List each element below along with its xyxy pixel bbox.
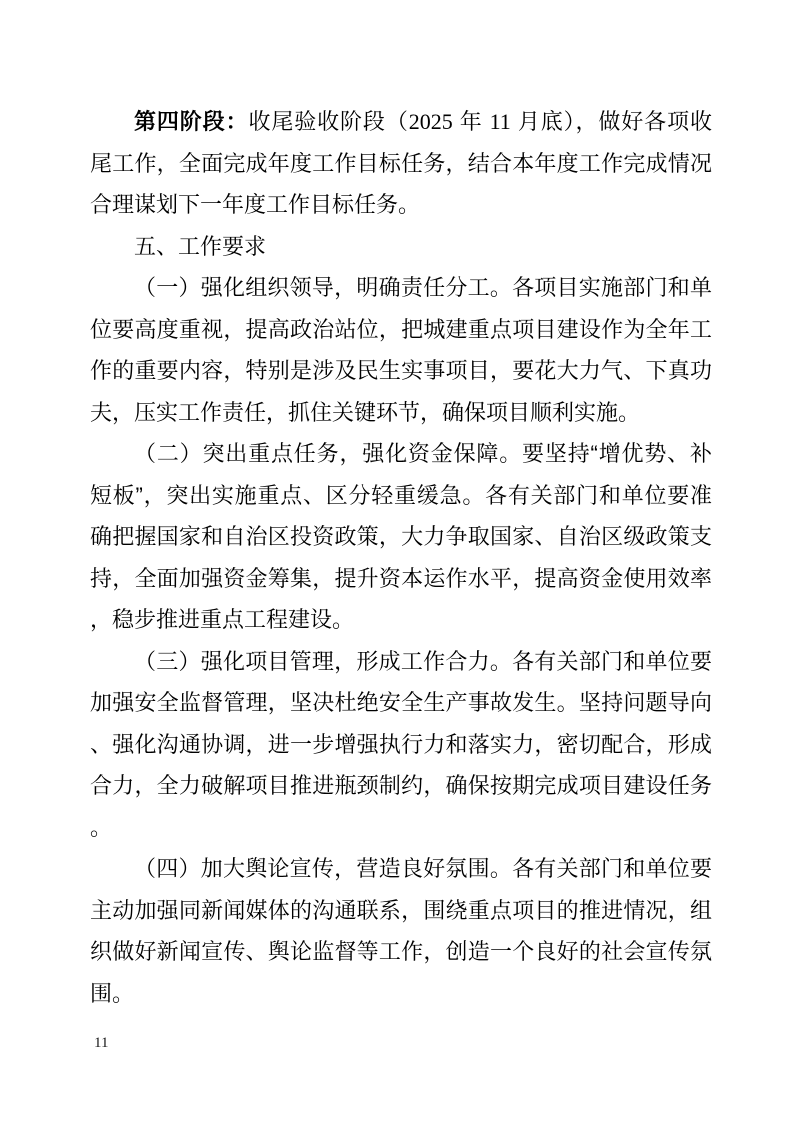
paragraph-stage-four-lead-text: 第四阶段： xyxy=(134,109,249,134)
document-body xyxy=(90,101,712,1014)
paragraph-stage-four-text-1: 收尾验收阶段（ xyxy=(248,109,409,134)
paragraph-stage-four-month: 11 xyxy=(489,109,511,134)
section-heading-work-requirements: 五、工作要求 xyxy=(134,233,267,259)
paragraph-item-3: （三）强化项目管理，形成工作合力。各有关部门和单位要加强安全监督管理，坚决杜绝安全生产事故发生。坚持问题导向、强化沟通协调，进一步增强执行力和落实力，密切配合，形成合力，全力破解项目推进瓶颈制约，确保按期完成项目建设任务。 xyxy=(90,648,712,840)
paragraph-stage-four-year: 2025 xyxy=(408,109,453,134)
page-number: 11 xyxy=(94,1035,109,1051)
paragraph-stage-four-text-2: 年 xyxy=(452,109,490,134)
paragraph-stage-four xyxy=(90,101,712,226)
paragraph-stage-four-text-3: 月底），做好各项收尾工作，全面完成年度工作目标任务，结合本年度工作完成情况合理谋划下一年度工作目标任务。 xyxy=(90,109,712,217)
paragraph-item-2: （二）突出重点任务，强化资金保障。要坚持“增优势、补短板”，突出实施重点、区分轻重缓急。各有关部门和单位要准确把握国家和自治区投资政策，大力争取国家、自治区级政策支持，全面加强资金筹集，提升资本运作水平，提高资金使用效率，稳步推进重点工程建设。 xyxy=(90,441,712,632)
paragraph-item-1: （一）强化组织领导，明确责任分工。各项目实施部门和单位要高度重视，提高政治站位，把城建重点项目建设作为全年工作的重要内容，特别是涉及民生实事项目，要花大力气、下真功夫，压实工作责任，抓住关键环节，确保项目顺利实施。 xyxy=(90,275,712,425)
paragraph-item-4: （四）加大舆论宣传，营造良好氛围。各有关部门和单位要主动加强同新闻媒体的沟通联系，围绕重点项目的推进情况，组织做好新闻宣传、舆论监督等工作，创造一个良好的社会宣传氛围。 xyxy=(90,856,712,1006)
